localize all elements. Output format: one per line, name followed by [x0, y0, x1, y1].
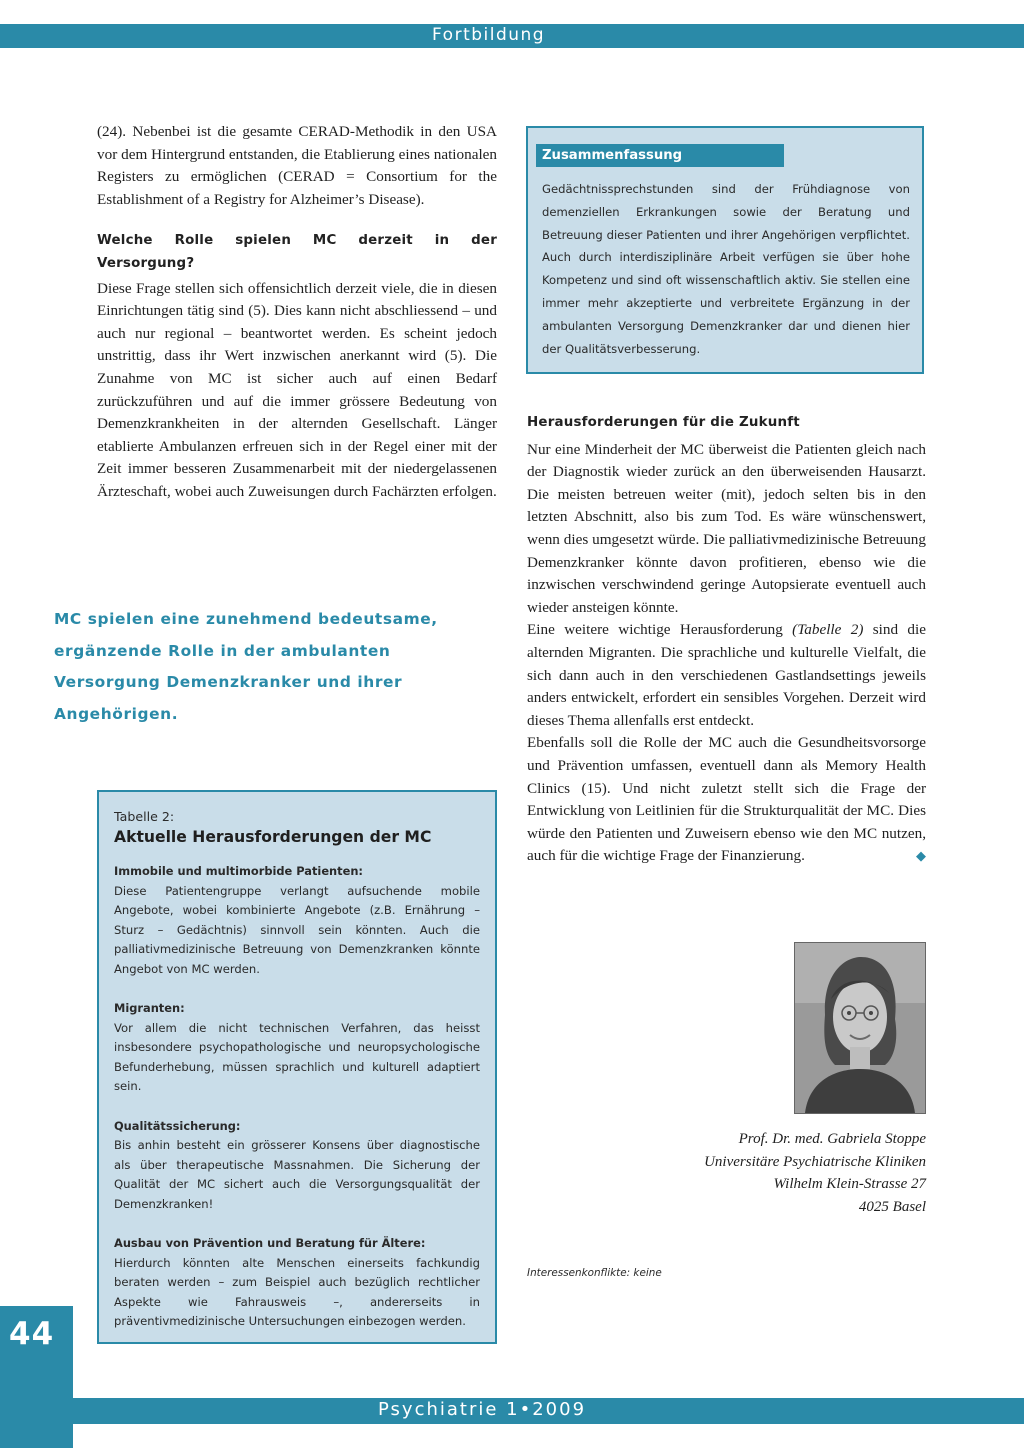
conflicts-note: Interessenkonflikte: keine — [527, 1267, 662, 1279]
author-institution: Universitäre Psychiatrische Kliniken — [704, 1153, 926, 1170]
pull-quote: MC spielen eine zunehmend bedeutsame, ergänzende Rolle in der ambulanten Versorgung Demenzkranker und ihrer Angehörigen. — [54, 610, 438, 723]
summary-title: Zusammenfassung — [536, 144, 784, 167]
table-title: Aktuelle Herausforderungen der MC — [114, 828, 432, 846]
table-section — [114, 1117, 480, 1215]
table-label: Tabelle 2: — [114, 809, 175, 824]
summary-text: Gedächtnissprechstunden sind der Frühdiagnose von demenziellen Erkrankungen sowie der Beratung und Betreuung dieser Patienten und ihrer Angehörigen verpflichtet. Auch durch interdisziplinäre Arbeit verfügen sie über hohe Kompetenz und sind oft wissenschaftlich aktiv. Sie stellen eine immer mehr akzeptierte und verbreitete Ergänzung in der ambulanten Versorgung Demenzkranker dar und dienen hier der Qualitätsverbesserung. — [542, 182, 910, 356]
summary-box — [526, 126, 924, 374]
table-box — [97, 790, 497, 1344]
body-paragraph: Nur eine Minderheit der MC überweist die Patienten gleich nach der Diagnostik wieder zurück an den überweisenden Hausarzt. Die meisten betreuen weiter (mit), jedoch selten bis in den letzten Abschnitt, also bis zum Tod. Es wäre wünschenswert, wenn dies umgesetzt würde. Die palliativmedizinische Betreuung Demenzkranker könnte davon profitieren, ebenso wie die inzwischen verschwindend geringe Autopsierate eventuell auch wieder ansteigen könnte. — [527, 440, 926, 616]
right-column — [527, 412, 926, 868]
table-section — [114, 862, 480, 979]
body-paragraph — [527, 619, 926, 732]
author-photo — [794, 942, 926, 1114]
body-paragraph — [527, 732, 926, 868]
author-address — [600, 1128, 926, 1218]
table-section — [114, 1234, 480, 1332]
table-section-text: Vor allem die nicht technischen Verfahren, das heisst insbesondere psychopathologische und neuropsychologische Befunderhebung, müssen sprachlich und kulturell adaptiert sein. — [114, 1020, 480, 1093]
end-of-article-icon: ◆ — [916, 848, 926, 864]
table-section-heading: Migranten: — [114, 1001, 185, 1015]
header-bar — [0, 24, 1024, 48]
left-column — [97, 121, 497, 504]
portrait-image — [795, 943, 925, 1113]
table-section-text: Hierdurch könnten alte Menschen einerseits fachkundig beraten werden – zum Beispiel auch bezüglich rechtlicher Aspekte wie Fahrausweis –, andererseits in präventivmedizinische Untersuchungen einbezogen werden. — [114, 1255, 480, 1328]
footer-bar — [0, 1398, 1024, 1424]
paragraph-text: Ebenfalls soll die Rolle der MC auch die Gesundheitsvorsorge und Prävention umfassen, eventuell dann als Memory Health Clinics (15). Und nicht zuletzt stellt sich die Frage der Entwicklung von Leitlinien für die Strukturqualität der MC. Dies würde den Patienten und Zuweisern ebenso wie den MC nutzen, auch für die wichtige Frage der Finanzierung. — [527, 734, 926, 865]
author-street: Wilhelm Klein-Strasse 27 — [773, 1176, 926, 1192]
section-heading: Herausforderungen für die Zukunft — [527, 415, 800, 430]
page-number-box — [0, 1306, 73, 1448]
author-name: Prof. Dr. med. Gabriela Stoppe — [738, 1131, 926, 1147]
table-section — [114, 999, 480, 1097]
table-content — [114, 808, 480, 1352]
table-section-text: Diese Patientengruppe verlangt aufsuchende mobile Angebote, wobei kombinierte Angebote (z.B. Ernährung – Sturz – Gedächtnis) sinnvoll sein könnten. Auch die palliativmedizinische Betreuung von Demenzkranken könnte Angebot von MC werden. — [114, 883, 480, 976]
intro-paragraph: (24). Nebenbei ist die gesamte CERAD-Methodik in den USA vor dem Hintergrund entstanden, die Etablierung eines nationalen Registers zu ermöglichen (CERAD = Consortium for the Establishment of a Registry for Alzheimer’s Disease). — [97, 123, 497, 208]
section-title: Fortbildung — [432, 25, 546, 45]
table-reference: (Tabelle 2) — [792, 621, 864, 639]
table-section-heading: Ausbau von Prävention und Beratung für Ältere: — [114, 1236, 426, 1250]
page-number: 44 — [9, 1316, 55, 1352]
table-section-heading: Qualitätssicherung: — [114, 1118, 241, 1133]
paragraph-text: Eine weitere wichtige Herausforderung — [527, 621, 793, 639]
body-paragraph: Diese Frage stellen sich offensichtlich derzeit viele, die in diesen Einrichtungen tätig sind (5). Dies kann nicht abschliessend – und auch nur regional – beantwortet werden. Es scheint jedoch unstrittig, dass ihr Wert inzwischen anerkannt wird (5). Die Zunahme von MC ist sicher auch auf einen Bedarf zurückzuführen und auf die immer grössere Bedeutung von Demenzkrankheiten in der alternden Gesellschaft. Länger etablierte Ambulanzen erfreuen sich in der Regel einer mit der Zeit immer besseren Zusammenarbeit mit der niedergelassenen Ärzteschaft, wobei auch Zuweisungen durch Fachärzten erfolgen. — [97, 279, 497, 500]
table-section-heading: Immobile und multimorbide Patienten: — [114, 864, 363, 878]
section-heading: Welche Rolle spielen MC derzeit in der Versorgung? — [97, 233, 497, 271]
table-section-text: Bis anhin besteht ein grösserer Konsens über diagnostische als über therapeutische Massnahmen. Die Sicherung der Qualität der MC sichert auch die Versorgungsqualität der Demenzkranken! — [114, 1138, 480, 1211]
paragraph-text: sind die alternden Migranten. Die sprachliche und kulturelle Vielfalt, die sich dann auch in den verschiedenen Gastlandsettings jeweils anders entwickelt, erfordert ein sensibles Vorgehen. Derzeit wird dieses Thema allenfalls erst entdeckt. — [527, 621, 926, 729]
journal-title: Psychiatrie 1•2009 — [378, 1399, 587, 1420]
author-city: 4025 Basel — [858, 1198, 926, 1215]
